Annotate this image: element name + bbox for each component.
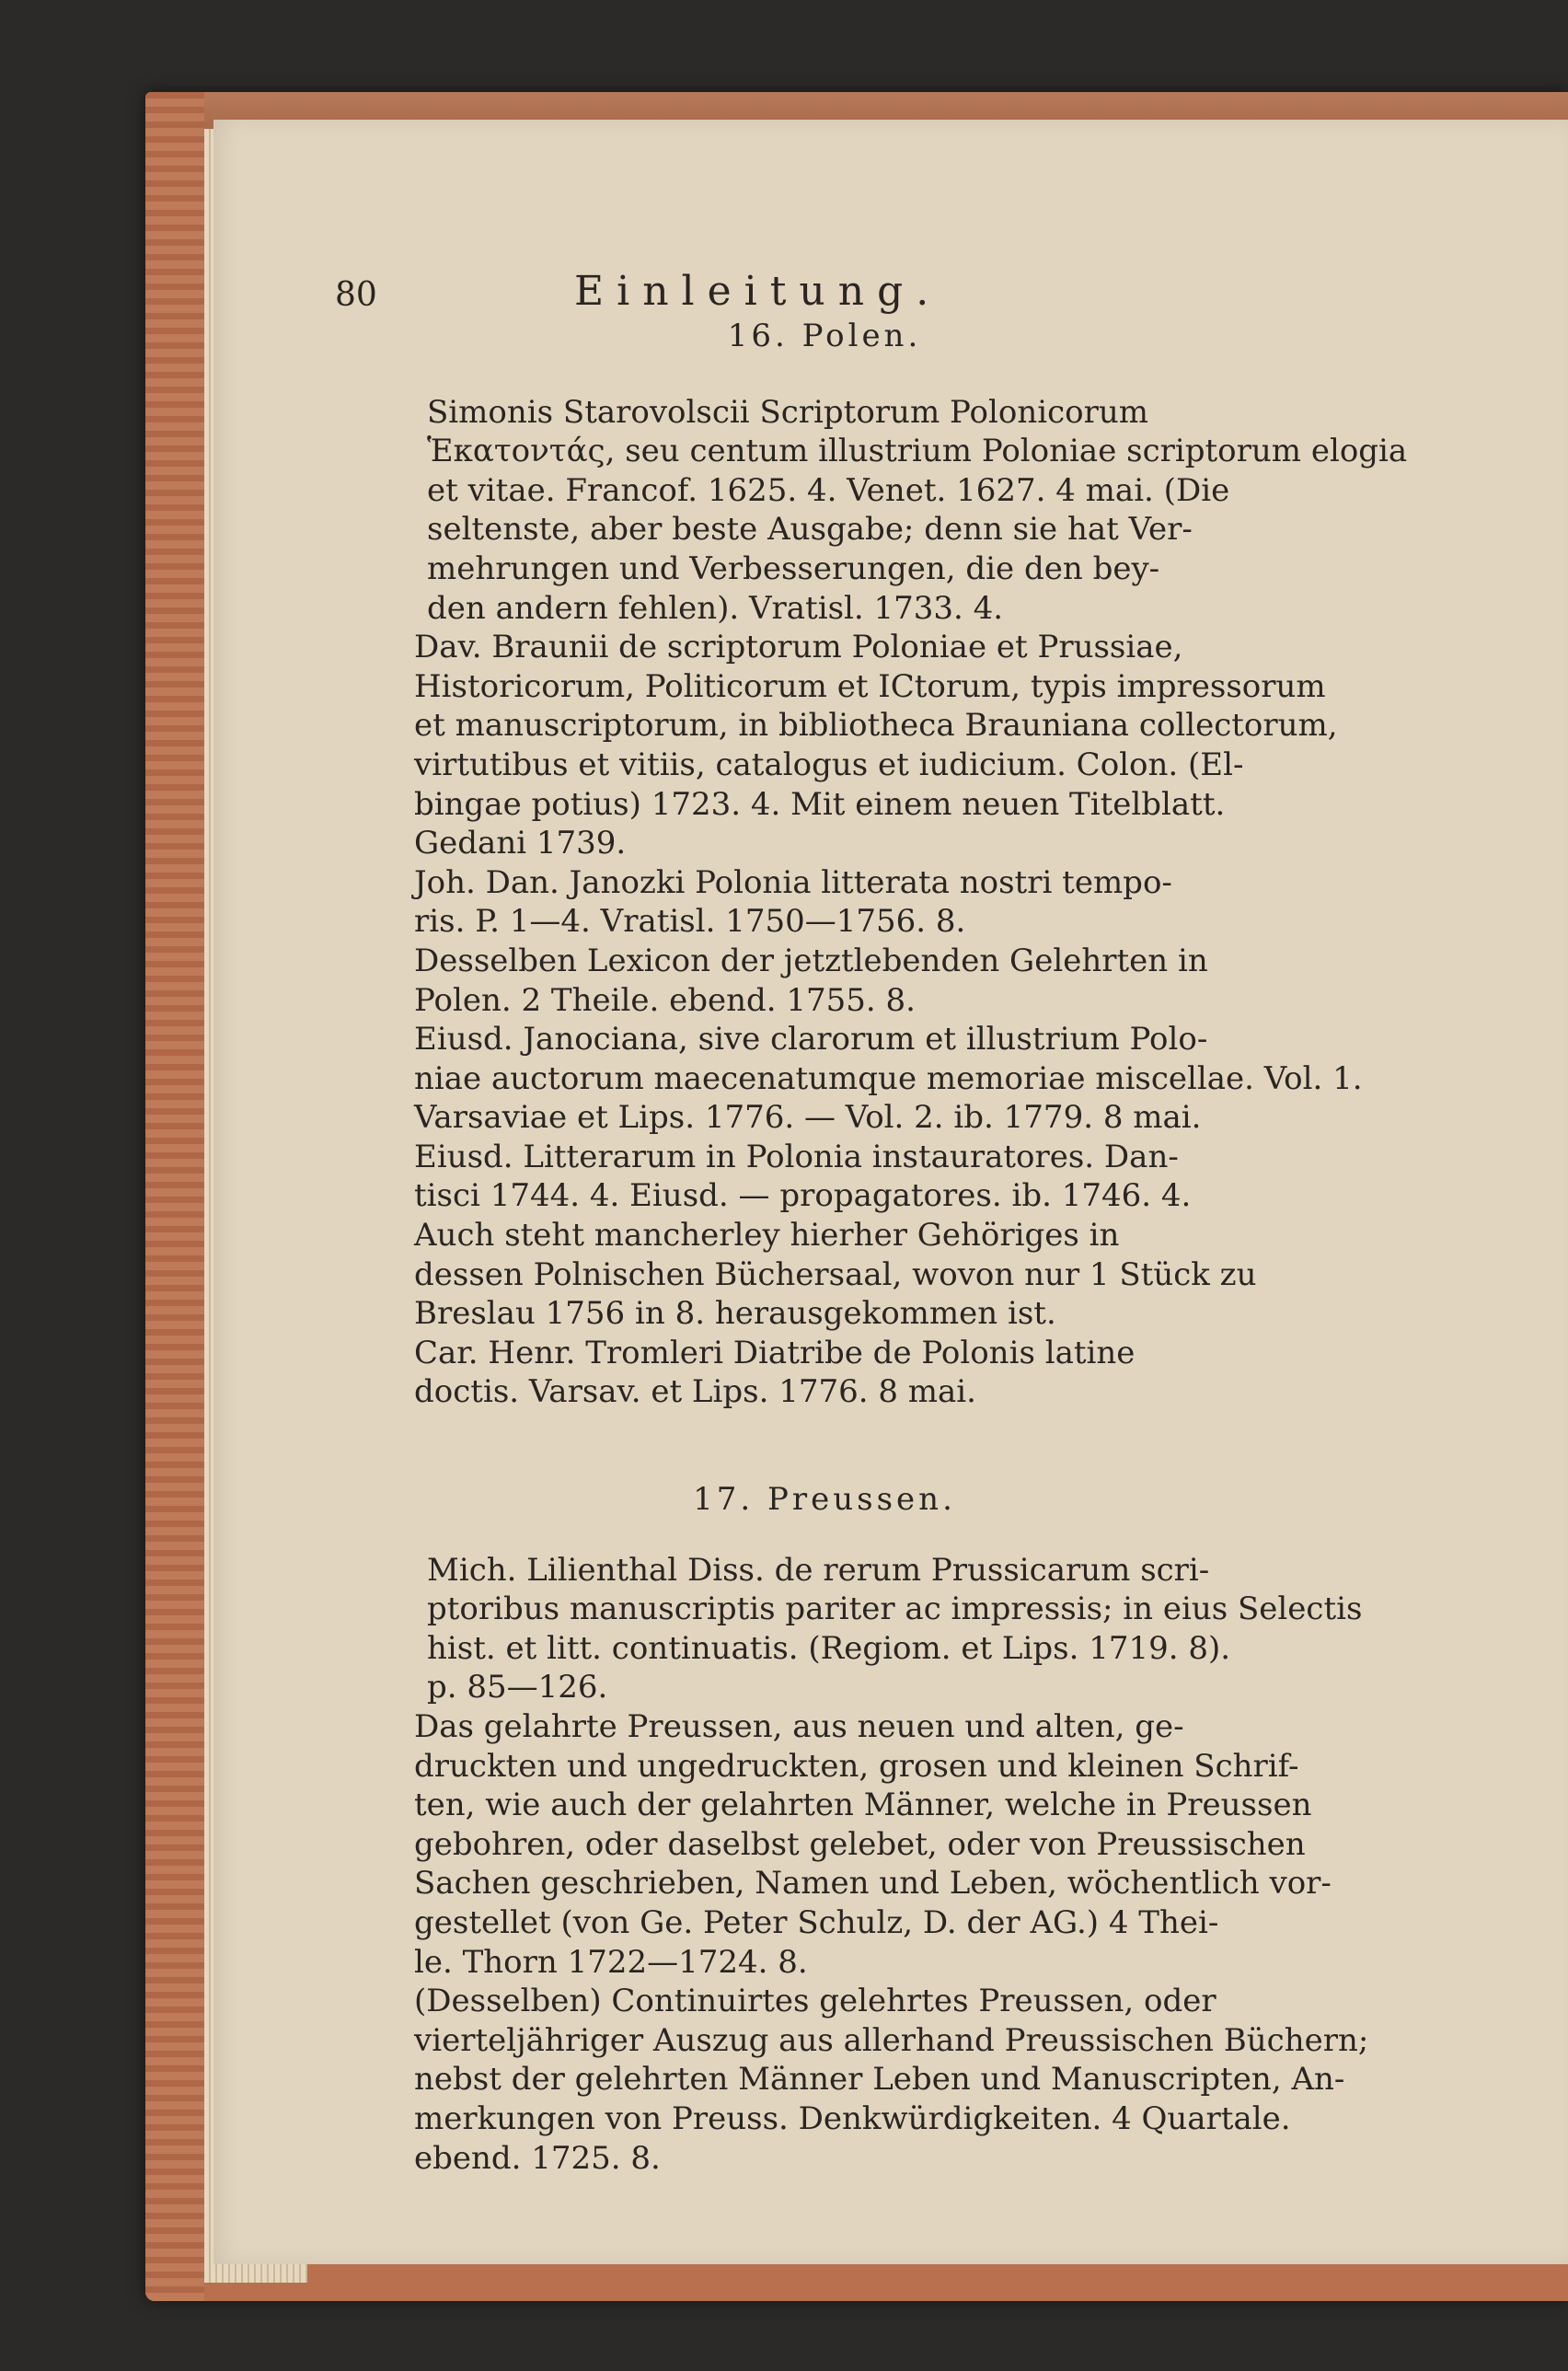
text-line: Varsaviae et Lips. 1776. — Vol. 2. ib. 1779. 8 mai. — [414, 1099, 1202, 1137]
bibliography-entry — [335, 393, 1461, 629]
text-line: tisci 1744. 4. Eiusd. — propagatores. ib. 1746. 4. — [414, 1177, 1192, 1215]
text-line: bingae potius) 1723. 4. Mit einem neuen Titelblatt. — [414, 785, 1226, 823]
section-polen — [335, 317, 1461, 1412]
text-line: Polen. 2 Theile. ebend. 1755. 8. — [414, 981, 916, 1019]
page-text-block — [335, 164, 1461, 2178]
text-line: dessen Polnischen Büchersaal, wovon nur 1 Stück zu — [414, 1255, 1257, 1293]
text-line: Joh. Dan. Janozki Polonia litterata nostri tempo- — [414, 863, 1172, 901]
text-line: ten, wie auch der gelahrten Männer, welche in Preussen — [414, 1787, 1312, 1824]
section-heading: 16. Polen. — [727, 318, 922, 354]
bibliography-entry — [335, 942, 1461, 1020]
text-line: gebohren, oder daselbst gelebet, oder von Preussischen — [414, 1825, 1306, 1863]
text-line: Eiusd. Janociana, sive clarorum et illustrium Polo- — [414, 1021, 1208, 1058]
text-line: Auch steht mancherley hierher Gehöriges in — [414, 1217, 1120, 1255]
text-line: nebst der gelehrten Männer Leben und Manuscripten, An- — [414, 2061, 1345, 2099]
page-number: 80 — [335, 276, 377, 314]
text-line: et manuscriptorum, in bibliotheca Brauniana collectorum, — [414, 707, 1338, 745]
text-line: ptoribus manuscriptis pariter ac impressis; in eius Selectis — [427, 1590, 1363, 1628]
bibliography-entry — [335, 863, 1461, 942]
bibliography-entry — [335, 1138, 1461, 1334]
text-line: Ἑκατοντάς, seu centum illustrium Poloniae scriptorum elogia — [427, 433, 1408, 470]
text-line: Historicorum, Politicorum et ICtorum, typis impressorum — [414, 667, 1326, 705]
section-heading: 17. Preussen. — [693, 1481, 956, 1519]
bibliography-entry — [335, 1707, 1461, 1982]
text-line: Gedani 1739. — [414, 825, 627, 862]
text-line: Mich. Lilienthal Diss. de rerum Prussicarum scri- — [427, 1551, 1210, 1589]
text-line: Dav. Braunii de scriptorum Poloniae et Prussiae, — [414, 629, 1183, 666]
text-line: Eiusd. Litterarum in Polonia instauratores. Dan- — [414, 1138, 1179, 1175]
text-line: Breslau 1756 in 8. herausgekommen ist. — [414, 1295, 1056, 1333]
text-line: druckten und ungedruckten, grosen und kleinen Schrif- — [414, 1747, 1299, 1785]
text-line: Simonis Starovolscii Scriptorum Polonicorum — [427, 393, 1148, 431]
text-line: le. Thorn 1722—1724. 8. — [414, 1943, 808, 1981]
text-line: seltenste, aber beste Ausgabe; denn sie hat Ver- — [427, 511, 1193, 549]
text-line: hist. et litt. continuatis. (Regiom. et Lips. 1719. 8). — [427, 1629, 1231, 1667]
section-preussen — [335, 1480, 1461, 2178]
bibliography-entry — [335, 1551, 1461, 1707]
cover-spine-edge — [145, 92, 204, 2301]
text-line: Das gelahrte Preussen, aus neuen und alten, ge- — [414, 1708, 1184, 1745]
text-line: virtutibus et vitiis, catalogus et iudicium. Colon. (El- — [414, 746, 1244, 783]
text-line: niae auctorum maecenatumque memoriae miscellae. Vol. 1. — [414, 1059, 1363, 1097]
text-line: Car. Henr. Tromleri Diatribe de Polonis latine — [414, 1334, 1136, 1371]
text-line: vierteljähriger Auszug aus allerhand Preussischen Büchern; — [414, 2021, 1369, 2059]
text-line: mehrungen und Verbesserungen, die den bey- — [427, 549, 1160, 587]
bibliography-entry — [335, 1982, 1461, 2178]
text-line: merkungen von Preuss. Denkwürdigkeiten. 4 Quartale. — [414, 2099, 1291, 2137]
text-line: p. 85—126. — [427, 1669, 608, 1706]
bibliography-entry — [335, 628, 1461, 863]
text-line: doctis. Varsav. et Lips. 1776. 8 mai. — [414, 1373, 976, 1411]
text-line: gestellet (von Ge. Peter Schulz, D. der AG.) 4 Thei- — [414, 1903, 1219, 1941]
text-line: et vitae. Francof. 1625. 4. Venet. 1627. 4 mai. (Die — [427, 471, 1230, 509]
running-head — [335, 164, 1461, 315]
text-line: (Desselben) Continuirtes gelehrtes Preussen, oder — [414, 1983, 1216, 2020]
text-line: Sachen geschrieben, Namen und Leben, wöchentlich vor- — [414, 1865, 1332, 1903]
text-line: Desselben Lexicon der jetztlebenden Gelehrten in — [414, 942, 1208, 979]
text-line: ris. P. 1—4. Vratisl. 1750—1756. 8. — [414, 903, 966, 941]
bibliography-entry — [335, 1334, 1461, 1412]
text-line: den andern fehlen). Vratisl. 1733. 4. — [427, 589, 1004, 627]
bibliography-entry — [335, 1020, 1461, 1138]
page-title: Einleitung. — [574, 268, 942, 315]
text-line: ebend. 1725. 8. — [414, 2139, 661, 2177]
